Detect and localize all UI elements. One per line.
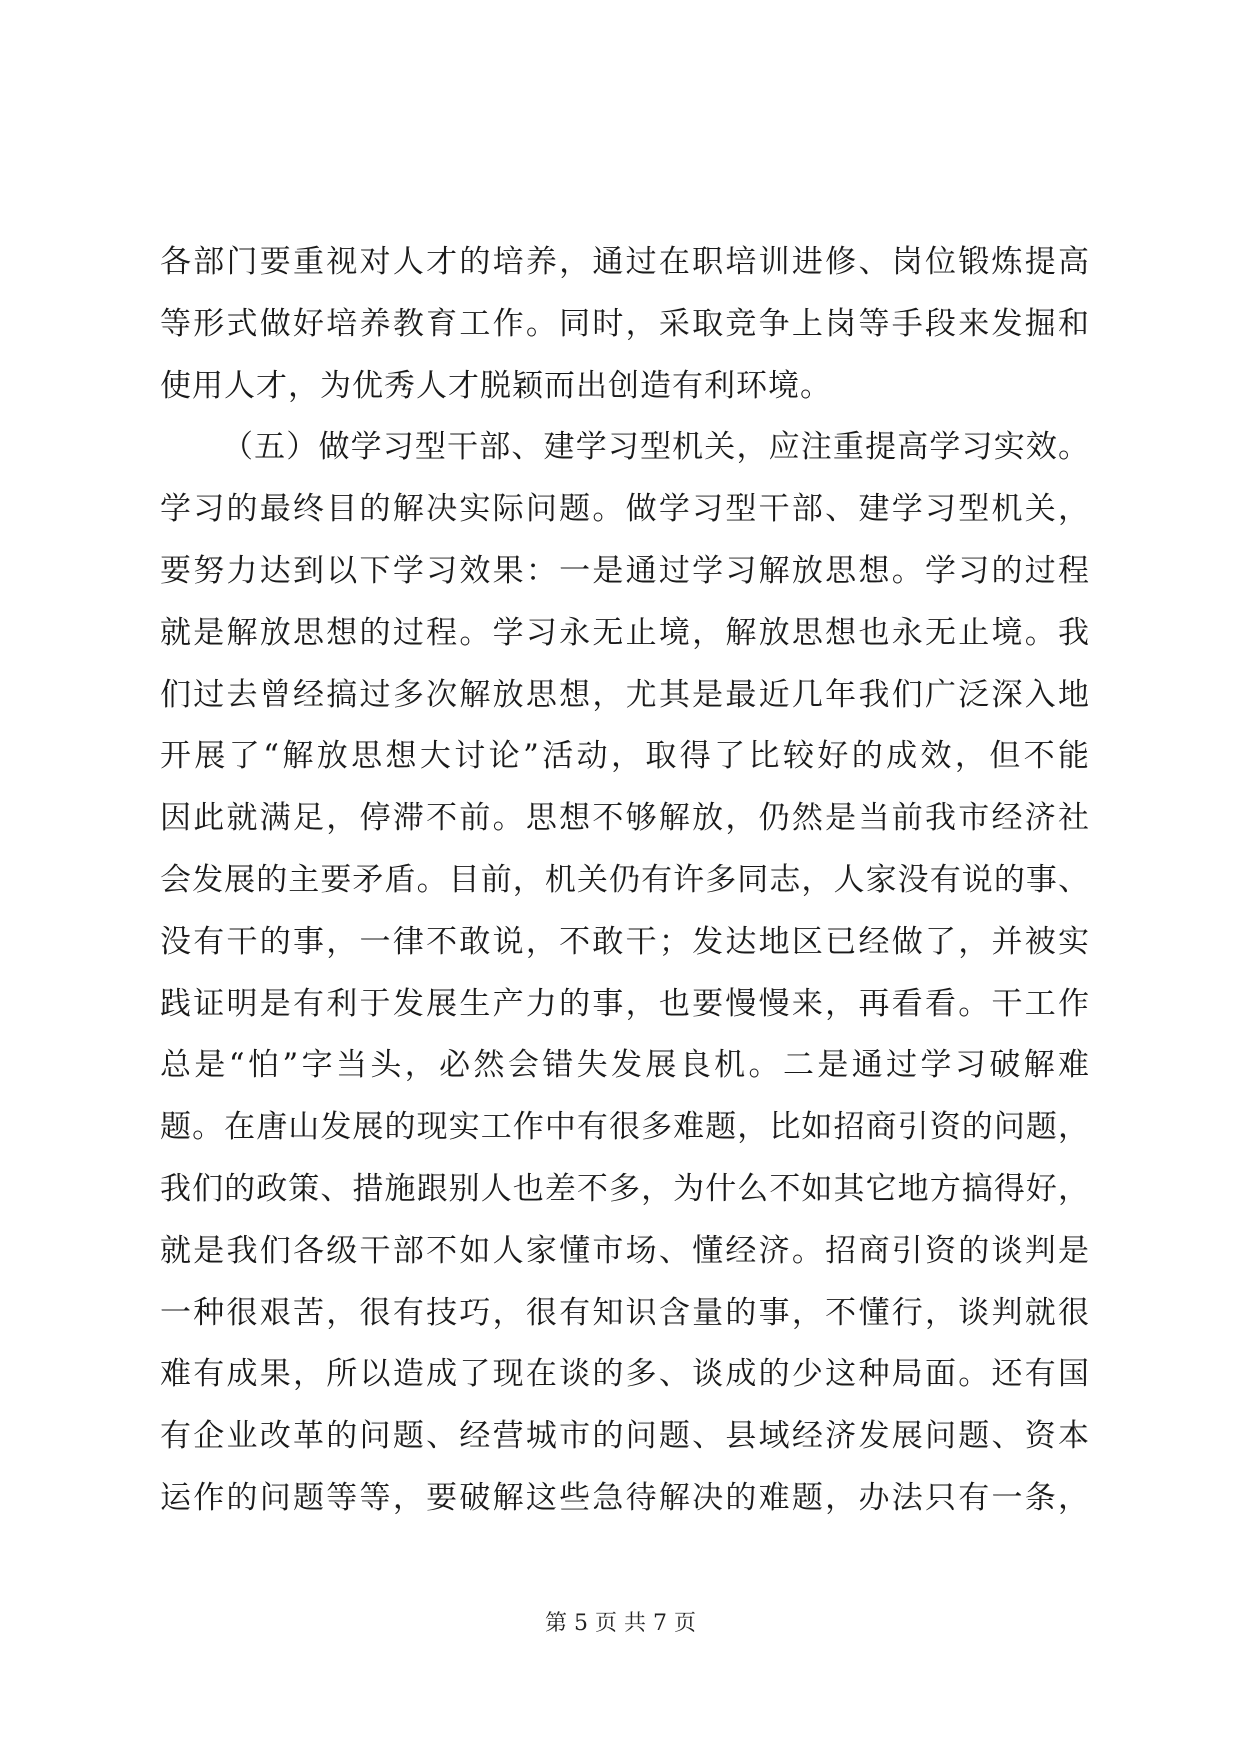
text-line: 等形式做好培养教育工作。同时，采取竞争上岗等手段来发掘和 [160,305,1090,342]
text-line: 因此就满足，停滞不前。思想不够解放，仍然是当前我市经济社 [160,800,1090,837]
text-line: 使用人才，为优秀人才脱颖而出创造有利环境。 [160,367,832,404]
text-line: 一种很艰苦，很有技巧，很有知识含量的事，不懂行，谈判就很 [160,1294,1090,1331]
body-text [160,232,1090,1530]
text-line: 运作的问题等等，要破解这些急待解决的难题，办法只有一条， [160,1479,1090,1516]
text-line: 难有成果，所以造成了现在谈的多、谈成的少这种局面。还有国 [160,1356,1090,1393]
text-line: 会发展的主要矛盾。目前，机关仍有许多同志，人家没有说的事、 [160,861,1090,898]
text-line: 没有干的事，一律不敢说，不敢干；发达地区已经做了，并被实 [160,923,1090,960]
section-heading-line: （五）做学习型干部、建学习型机关，应注重提高学习实效。 [222,429,1090,466]
text-line: 我们的政策、措施跟别人也差不多，为什么不如其它地方搞得好， [160,1170,1090,1207]
text-line: 们过去曾经搞过多次解放思想，尤其是最近几年我们广泛深入地 [160,676,1090,713]
text-line: 就是解放思想的过程。学习永无止境，解放思想也永无止境。我 [160,614,1090,651]
text-line: 学习的最终目的解决实际问题。做学习型干部、建学习型机关， [160,491,1090,528]
text-line: 要努力达到以下学习效果：一是通过学习解放思想。学习的过程 [160,552,1090,589]
page-number-footer: 第 5 页 共 7 页 [545,1611,696,1636]
text-line: 题。在唐山发展的现实工作中有很多难题，比如招商引资的问题， [160,1109,1090,1146]
text-line: 各部门要重视对人才的培养，通过在职培训进修、岗位锻炼提高 [160,244,1090,280]
text-line: 就是我们各级干部不如人家懂市场、懂经济。招商引资的谈判是 [160,1232,1090,1269]
text-line: 践证明是有利于发展生产力的事，也要慢慢来，再看看。干工作 [160,985,1090,1022]
text-line: 有企业改革的问题、经营城市的问题、县域经济发展问题、资本 [160,1418,1090,1455]
text-line: 开展了“解放思想大讨论”活动，取得了比较好的成效，但不能 [160,738,1090,775]
text-line: 总是“怕”字当头，必然会错失发展良机。二是通过学习破解难 [160,1047,1090,1084]
